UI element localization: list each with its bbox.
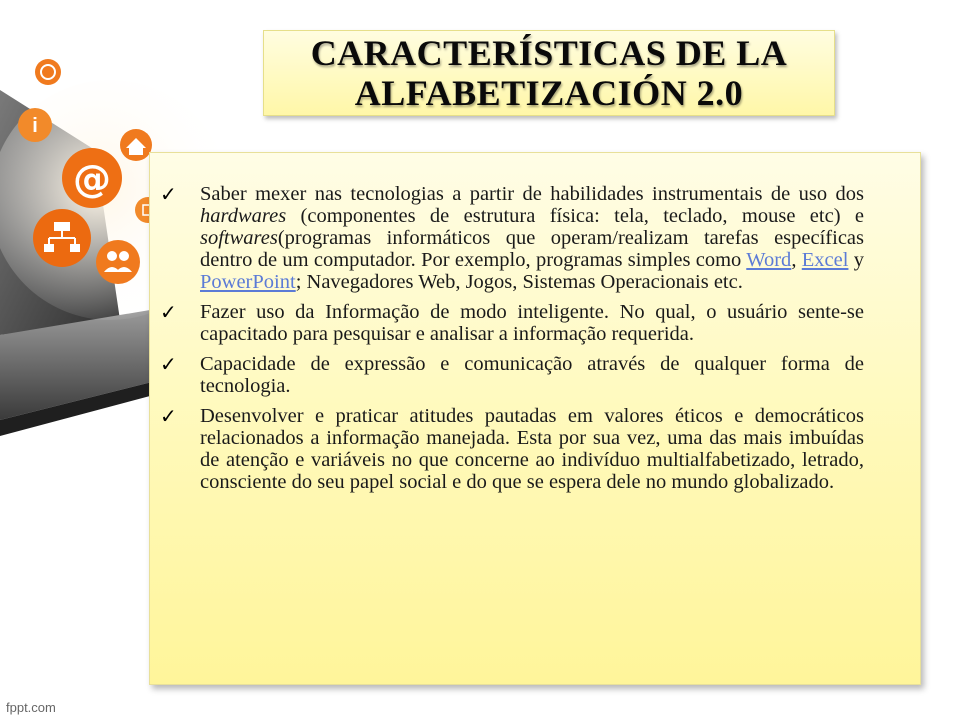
title-line-1: CARACTERÍSTICAS DE LA: [310, 33, 788, 73]
bullet-text: Desenvolver e praticar atitudes pautadas em valores éticos e democráticos relacionados a informação manejada. Esta por sua vez, uma das mais imbuídas de atenção e variáveis no que concerne ao indivíduo multialfabetizado, letrado, consciente do seu papel social e do que se espera dele no mundo globalizado.: [200, 405, 864, 493]
bullet-item: [160, 182, 865, 293]
checkmark-icon: ✓: [160, 300, 177, 324]
link-excel[interactable]: Excel: [801, 249, 849, 271]
checkmark-icon: ✓: [160, 352, 177, 376]
bullet-item: [160, 404, 864, 493]
bullet-text: Fazer uso da Informação de modo inteligente. No qual, o usuário sente-se capacitado para pesquisar e analisar a informação requerida.: [200, 301, 864, 345]
link-word[interactable]: Word: [746, 249, 792, 271]
bullet-text: (componentes de estrutura física: tela, teclado, mouse etc) e: [286, 205, 864, 227]
checkmark-icon: ✓: [160, 404, 177, 428]
globe-icon: [35, 59, 61, 85]
sitemap-icon: [33, 209, 91, 267]
checkmark-icon: ✓: [160, 182, 177, 206]
footer-watermark: fppt.com: [6, 700, 56, 715]
slide-title: [264, 33, 834, 113]
title-line-2: ALFABETIZACIÓN 2.0: [354, 73, 744, 113]
bullet-text: Capacidade de expressão e comunicação através de qualquer forma de tecnologia.: [200, 353, 864, 397]
bullet-text: (programas informáticos que operam/realizam tarefas específicas dentro de um computador. Por exemplo, programas simples como: [200, 227, 864, 271]
home-icon: [120, 129, 152, 161]
bullet-text: ,: [791, 249, 802, 271]
info-icon: [18, 108, 52, 142]
bullet-text: ; Navegadores Web, Jogos, Sistemas Operacionais etc.: [295, 271, 743, 293]
bullet-item: [160, 352, 864, 397]
svg-text:@: @: [73, 157, 111, 201]
italic-term: hardwares: [200, 205, 287, 227]
content-box: [149, 152, 921, 685]
italic-term: softwares: [200, 227, 278, 249]
slide-title-box: [263, 30, 835, 116]
svg-text:i: i: [32, 115, 38, 137]
bullet-list: [160, 182, 865, 501]
link-powerpoint[interactable]: PowerPoint: [200, 271, 296, 293]
users-icon: [96, 240, 140, 284]
bullet-text: Saber mexer nas tecnologias a partir de habilidades instrumentais de uso dos: [200, 183, 864, 205]
at-sign-icon: [62, 148, 122, 208]
bullet-text: y: [848, 249, 865, 271]
bullet-item: [160, 300, 864, 345]
